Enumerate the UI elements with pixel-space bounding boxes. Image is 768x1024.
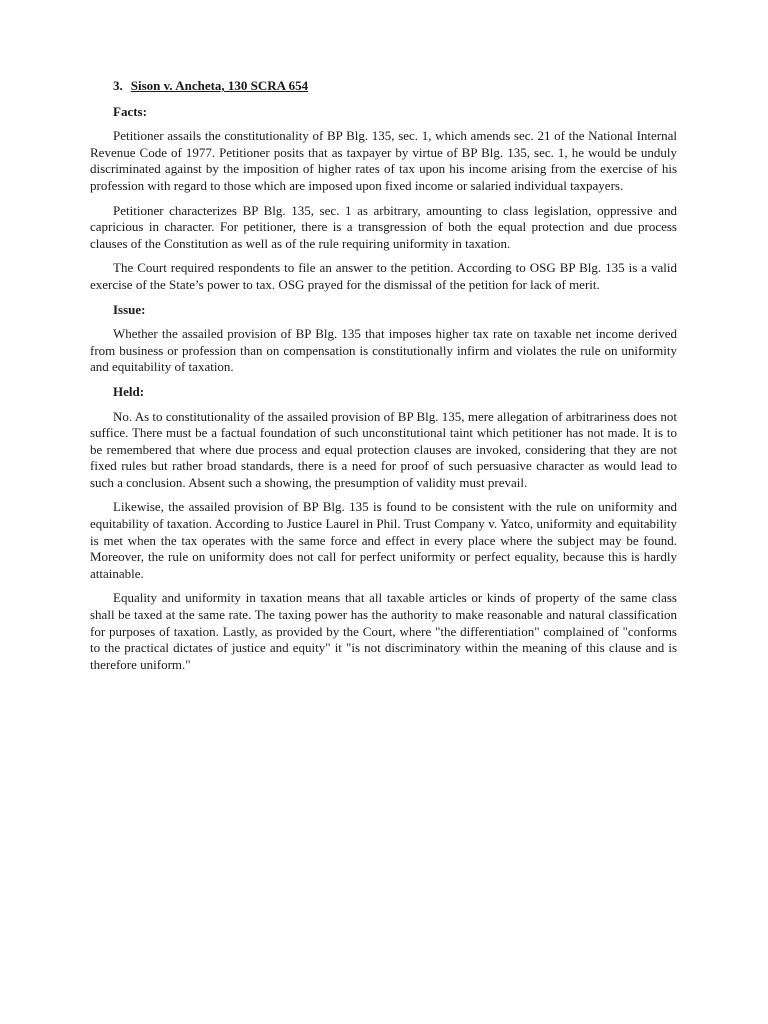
issue-heading: Issue: bbox=[113, 301, 146, 317]
case-title bbox=[90, 78, 677, 95]
facts-heading: Facts: bbox=[113, 103, 147, 119]
held-paragraph-2: Likewise, the assailed provision of BP Blg. 135 is found to be consistent with the rule on uniformity and equitability of taxation. According to Justice Laurel in Phil. Trust Company v. Yatco, uniformity and equitability is met when the tax operates with the same force and effect in every place where the subject may be found. Moreover, the rule on uniformity does not call for perfect uniformity or perfect equality, because this is hardly attainable. bbox=[90, 499, 677, 581]
held-paragraph-1: No. As to constitutionality of the assailed provision of BP Blg. 135, mere allegation of arbitrariness does not suffice. There must be a factual foundation of such unconstitutional taint which petitioner has not made. It is to be remembered that where due process and equal protection clauses are invoked, considering that they are not fixed rules but rather broad standards, there is a need for proof of such persuasive character as would lead to such a conclusion. Absent such a showing, the presumption of validity must prevail. bbox=[90, 408, 677, 490]
case-number: 3. bbox=[113, 78, 123, 93]
facts-paragraph-2: Petitioner characterizes BP Blg. 135, sec. 1 as arbitrary, amounting to class legislation, oppressive and capricious in character. For petitioner, there is a transgression of both the equal protection and due process clauses of the Constitution as well as of the rule requiring uniformity in taxation. bbox=[90, 202, 677, 251]
held-heading: Held: bbox=[113, 383, 145, 399]
document-page bbox=[90, 78, 677, 681]
facts-paragraph-3: The Court required respondents to file an answer to the petition. According to OSG BP Blg. 135 is a valid exercise of the State’s power to tax. OSG prayed for the dismissal of the petition for lack of merit. bbox=[90, 260, 677, 292]
held-paragraph-3: Equality and uniformity in taxation means that all taxable articles or kinds of property of the same class shall be taxed at the same rate. The taxing power has the authority to make reasonable and natural classification for purposes of taxation. Lastly, as provided by the Court, where "the differentiation" complained of "conforms to the practical dictates of justice and equity" it "is not discriminatory within the meaning of this clause and is therefore uniform." bbox=[90, 590, 677, 672]
case-name: Sison v. Ancheta, 130 SCRA 654 bbox=[130, 78, 309, 93]
facts-paragraph-1: Petitioner assails the constitutionality of BP Blg. 135, sec. 1, which amends sec. 21 of the National Internal Revenue Code of 1977. Petitioner posits that as taxpayer by virtue of BP Blg. 135, sec. 1, he would be unduly discriminated against by the imposition of higher rates of tax upon his income arising from the exercise of his profession with regard to those which are imposed upon fixed income or salaried individual taxpayers. bbox=[90, 128, 677, 193]
issue-paragraph-1: Whether the assailed provision of BP Blg. 135 that imposes higher tax rate on taxable net income derived from business or profession than on compensation is constitutionally infirm and violates the rule on uniformity and equitability of taxation. bbox=[90, 326, 677, 375]
